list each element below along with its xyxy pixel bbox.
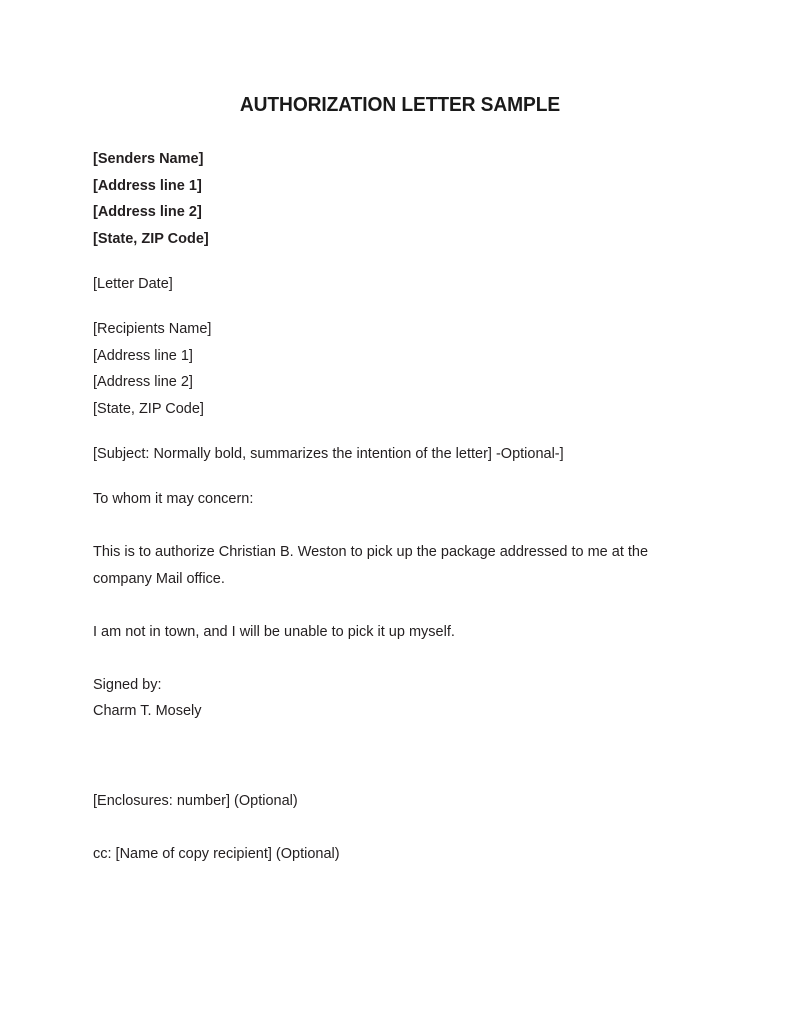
spacer-sender-date: [93, 252, 683, 271]
sender-address-block: [93, 146, 683, 252]
spacer-subject-salutation: [93, 467, 683, 486]
recipient-state-zip: [State, ZIP Code]: [93, 400, 204, 417]
signature-space: [93, 725, 683, 788]
spacer-body-signature: [93, 645, 683, 672]
recipient-address-block: [93, 316, 683, 422]
subject-block: [93, 441, 683, 468]
sender-state-zip: [State, ZIP Code]: [93, 230, 209, 247]
subject-line: [Subject: Normally bold, summarizes the intention of the letter] -Optional-]: [93, 445, 564, 462]
sender-address-line-2: [Address line 2]: [93, 204, 202, 221]
letter-date: [Letter Date]: [93, 275, 173, 292]
spacer-date-recipient: [93, 297, 683, 316]
sender-name: [Senders Name]: [93, 151, 204, 167]
enclosures-line: [Enclosures: number] (Optional): [93, 793, 298, 809]
spacer-salutation-body: [93, 513, 683, 540]
signer-name: Charm T. Mosely: [93, 703, 202, 720]
cc-line: cc: [Name of copy recipient] (Optional): [93, 846, 340, 863]
letter-body: [93, 146, 683, 868]
signed-by-label: Signed by:: [93, 676, 162, 693]
signature-block: [93, 672, 683, 725]
spacer-recipient-subject: [93, 422, 683, 441]
body-paragraph-1: This is to authorize Christian B. Weston to pick up the package addressed to me at the company Mail office.: [93, 544, 649, 587]
body-paragraph-2: I am not in town, and I will be unable to pick it up myself.: [93, 623, 455, 640]
date-block: [93, 271, 683, 298]
salutation: To whom it may concern:: [93, 490, 254, 507]
sender-address-line-1: [Address line 1]: [93, 177, 202, 194]
recipient-name: [Recipients Name]: [93, 320, 212, 337]
salutation-block: [93, 486, 683, 513]
cc-block: [93, 841, 683, 868]
spacer-enclosures-cc: [93, 815, 683, 842]
page-title: AUTHORIZATION LETTER SAMPLE: [239, 94, 561, 116]
recipient-address-line-2: [Address line 2]: [93, 374, 193, 391]
spacer-body-paragraphs: [93, 592, 683, 619]
recipient-address-line-1: [Address line 1]: [93, 347, 193, 364]
enclosures-block: [93, 788, 683, 815]
